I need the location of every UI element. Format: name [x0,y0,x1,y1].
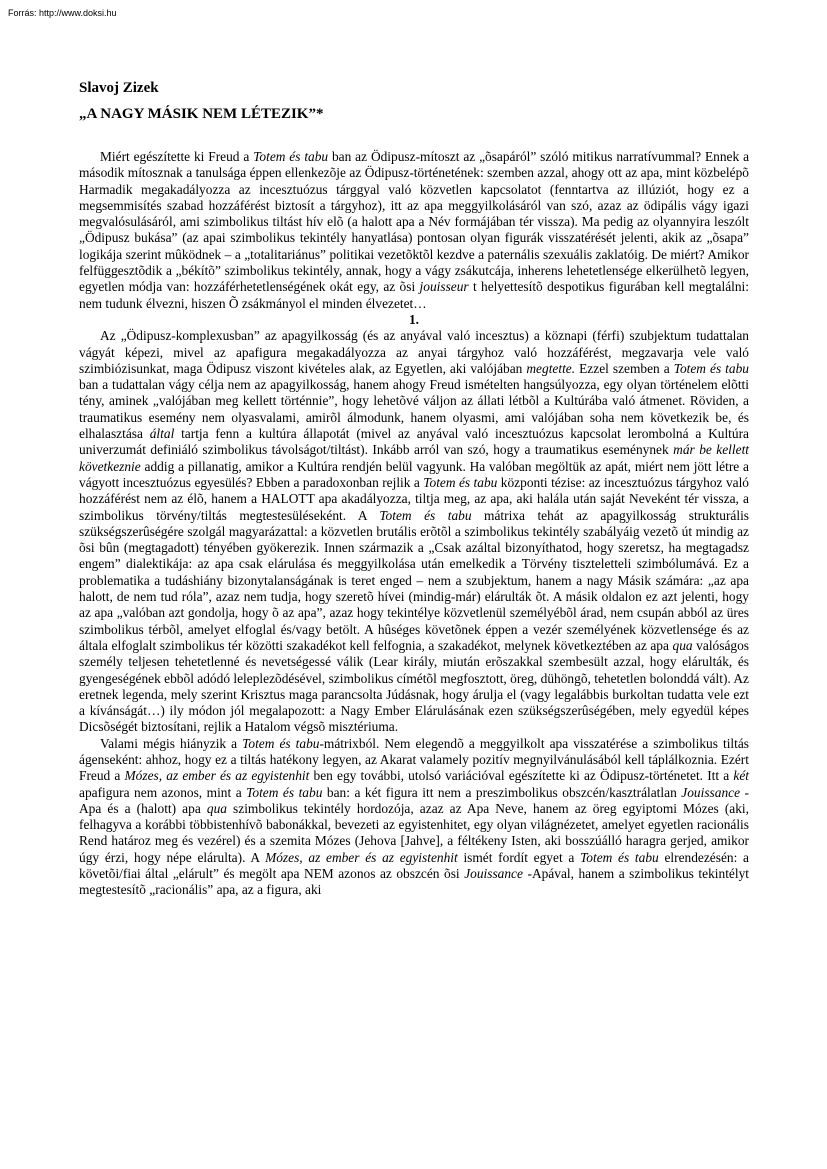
italic-run: Jouissance [464,866,523,882]
italic-run: Totem és tabu [673,360,749,376]
italic-run: qua [206,800,227,816]
italic-run: már be kellett következnie [79,442,750,474]
paragraph: Az „Ödipusz-komplexusban” az apagyilkosság (és az anyával való incesztus) a köznapi (férfi) szubjektum tudattalan vágyát képezi, mivel az apafigura megakadályozza az anyai tárgyhoz való hozzáférést, megzavarja vele való szimbiózisunkat, maga Ödipusz viszont kivételes alak, az Egyetlen, aki valójában megtette. Ezzel szemben a Totem és tabu ban a tudattalan vágy célja nem az apagyilkosság, hanem ahogy Freud ismételten hangsúlyozza, egy olyan történelem elõtti tény, aminek „valójában meg kellett történnie”, hogy lehetõvé váljon az állati létbõl a Kultúrába való átmenet. Röviden, a traumatikus esemény nem olyasvalami, amirõl álmodunk, hanem olyasmi, ami valójában soha nem következik be, és elhalasztása által tartja fenn a kultúra állapotát (mivel az anyával való incesztuózus kapcsolat lerombolná a Kultúra univerzumát definiáló szimbolikus távolságot/tiltást). Inkább arról van szó, hogy a traumatikus eseménynek már be kellett következnie addig a pillanatig, amikor a Kultúra rendjén belül vagyunk. Ha valóban megöltük az apát, miért nem jött létre a vágyott incesztuózus egyesülés? Ebben a paradoxonban rejlik a Totem és tabu központi tézise: az incesztuózus tárgyhoz való hozzáférést nem az élõ, hanem a HALOTT apa akadályozza, tiltja meg, az apa, aki halála után saját Neveként tér vissza, a szimbolikus törvény/tiltás megtestesüléseként. A Totem és tabu mátrixa tehát az apagyilkosság strukturális szükségszerûségére szolgál magyarázattal: a közvetlen brutális erõtõl a szimbolikus tekintély szabályáig vezetõ út mindig az õsi bûn (megtagadott) tényében gyökerezik. Innen származik a „Csak azáltal bizonyíthatod, hogy szeretsz, ha megtagadsz engem” dialektikája: az apa csak elárulása és meggyilkolása után emelkedik a Törvény tiszteletteli szimbólumává. Ez a problematika a tudáshiány bizonytalanságának is teret enged – nem a szubjektum, hanem a nagy Másik számára: „az apa halott, de nem tud róla”, azaz nem tudja, hogy szeretõ hívei (mindig-már) elárulták õt. A másik oldalon ez azt jelenti, hogy az apa „valóban azt gondolja, hogy õ az apa”, azaz hogy tekintélye közvetlenül személyébõl árad, nem csupán abból az üres szimbolikus térbõl, amelyet elfoglal és/vagy betölt. A hûséges követõnek éppen a vezér személyének közvetlensége és az általa elfoglalt szimbolikus tér közötti szakadékot kell felfognia, a szakadékot, melynek következtében az apa qua valóságos személy teljesen tehetetlenné és nevetségessé válik (Lear király, miután erõszakkal szembesült azzal, hogy elárulták, és gyengeségének ebbõl adódó leleplezõdésével, szimbolikus címétõl megfosztott, öreg, dühöngõ, tehetetlen bolonddá vált). Az eretnek legenda, mely szerint Krisztus maga parancsolta Júdásnak, hogy árulja el (vagy legalábbis burkoltan tudatta vele ezt a kívánságát…) ily módon jól megalapozott: a Nagy Ember Elárulásának ezen szükségszerûségében, mely egyedül képes Dicsõségét biztosítani, rejlik a Hatalom végsõ misztériuma. [79,328,750,735]
paragraph: Valami mégis hiányzik a Totem és tabu-mátrixból. Nem elegendõ a meggyilkolt apa visszatérése a szimbolikus tiltás ágenseként: ahhoz, hogy ez a tiltás hatékony legyen, az Akarat valamely pozitív megnyilvánulásából kell táplálkoznia. Ezért Freud a Mózes, az ember és az egyistenhit ben egy további, utolsó variációval egészítette ki az Ödipusz-történetet. Itt a két apafigura nem azonos, mint a Totem és tabu ban: a két figura itt nem a preszimbolikus obszcén/kasztrálatlan Jouissance -Apa és a (halott) apa qua szimbolikus tekintély hordozója, azaz az Apa Neve, hanem az öreg egyiptomi Mózes (aki, felhagyva a korábbi többistenhívõ babonákkal, bevezeti az egyistenhitet, egy olyan világnézetet, amelyet egyetlen racionális Rend határoz meg és vezérel) és a szemita Mózes (Jehova [Jahve], a féltékeny Isten, aki bosszúálló haragra gerjed, amikor úgy érzi, hogy népe elárulta). A Mózes, az ember és az egyistenhit ismét fordít egyet a Totem és tabu elrendezésén: a követõi/fiai által „elárult” és megölt apa NEM azonos az obszcén õsi Jouissance -Apával, hanem a szimbolikus tekintélyt megtestesítõ „racionális” apa, az a figura, aki [79,735,750,898]
italic-run: Mózes, az ember és az egyistenhit [265,849,458,865]
italic-run: Totem és tabu [242,735,320,751]
document-body [79,149,749,899]
italic-run: megtette. [526,360,576,376]
italic-run: által [149,426,175,442]
document-title: „A NAGY MÁSIK NEM LÉTEZIK”* [79,106,324,122]
italic-run: Totem és tabu [253,149,329,164]
source-note: Forrás: http://www.doksi.hu [8,8,117,18]
paragraph: Miért egészítette ki Freud a Totem és tabu ban az Ödipusz-mítoszt az „õsapáról” szóló mitikus narratívummal? Ennek a második mítosznak a tanulsága éppen ellenkezõje az Ödipusz-történetének: szemben azzal, ahogy ott az apa, mint közbelépõ Harmadik megakadályozza az incesztuózus tárggyal való közvetlen kapcsolatot (fenntartva az illúziót, hogy ez a megsemmisítés szabad hozzáférést biztosít a tárgyhoz), itt az apa meggyilkolásáról van szó, azaz az ödipális vágy igazi megvalósulásáról, ami szimbolikus tiltást hív elõ (a halott apa a Név formájában tér vissza). Ma pedig az olyannyira leszólt „Ödipusz bukása” (az apai szimbolikus tekintély hanyatlása) pontosan olyan figurák visszatérését jelenti, akik az „õsapa” logikája szerint mûködnek – a „totalitariánus” politikai vezetõktõl kezdve a paternális szexuális zaklatóig. De miért? Amikor felfüggesztõdik a „békítõ” szimbolikus tekintély, annak, hogy a vágy zsákutcája, inherens lehetetlensége elkerülhetõ legyen, egyetlen módja van: hozzáférhetetlenségének okát egy, az õsi jouisseur t helyettesítõ despotikus figurában kell megtalálni: nem tudunk élvezni, hiszen Õ zsákmányol el minden élvezetet… [79,149,750,311]
italic-run: jouisseur [419,279,469,295]
italic-run: Jouissance [681,784,741,800]
italic-run: Mózes, az ember és az egyistenhit [124,768,310,784]
italic-run: Totem és tabu [580,849,659,865]
italic-run: Totem és tabu [246,784,323,800]
section-number: 1. [408,311,420,327]
italic-run: Totem és tabu [379,507,472,523]
italic-run: két [733,768,749,784]
author: Slavoj Zizek [79,80,159,96]
italic-run: Totem és tabu [423,474,498,490]
italic-run: qua [672,637,693,653]
document-content [79,80,749,899]
